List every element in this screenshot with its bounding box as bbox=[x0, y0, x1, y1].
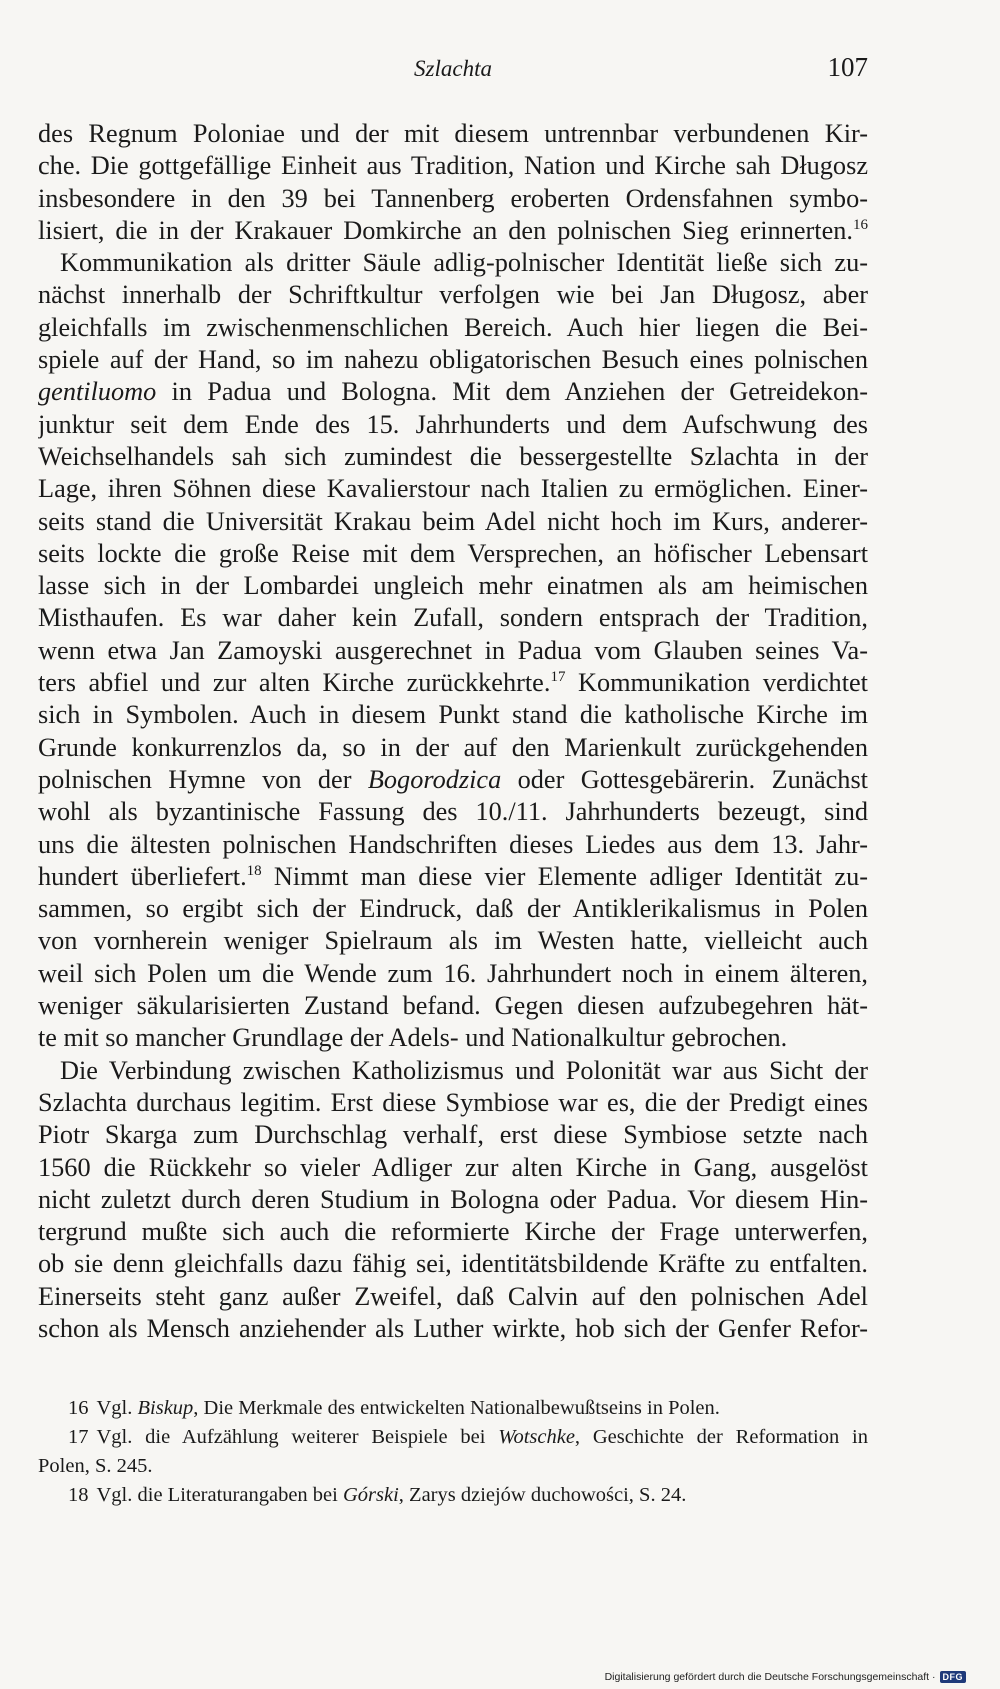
footnote-line bbox=[38, 1423, 868, 1452]
text-line bbox=[38, 1313, 868, 1345]
text-line bbox=[38, 635, 868, 667]
page-number: 107 bbox=[827, 52, 868, 82]
footnote-line bbox=[38, 1394, 868, 1423]
footnotes bbox=[38, 1394, 868, 1510]
text-line bbox=[38, 699, 868, 731]
text-line bbox=[38, 1119, 868, 1151]
text-line bbox=[38, 893, 868, 925]
text-segment: in Padua und Bologna. Mit dem Anziehen der Getreidekon- bbox=[156, 377, 868, 407]
text-segment: ters abfiel und zur alten Kirche zurückkehrte. bbox=[38, 668, 551, 698]
italic-text: gentiluomo bbox=[38, 377, 157, 407]
footnote-line bbox=[38, 1481, 868, 1510]
text-line bbox=[38, 344, 868, 376]
text-segment: Kommunikation als dritter Säule adlig-polnischer Identität ließe sich zu- bbox=[60, 248, 868, 278]
text-segment: Vgl. die Aufzählung weiterer Beispiele bei bbox=[96, 1426, 499, 1448]
text-line bbox=[38, 796, 868, 828]
text-segment: seits stand die Universität Krakau beim Adel nicht hoch im Kurs, anderer- bbox=[38, 506, 868, 536]
footnote-number: 16 bbox=[68, 1397, 89, 1419]
footnote-reference: 16 bbox=[853, 216, 868, 233]
text-line bbox=[38, 958, 868, 990]
text-line bbox=[38, 570, 868, 602]
text-line bbox=[38, 1055, 868, 1087]
text-segment: nächst innerhalb der Schriftkultur verfolgen wie bei Jan Długosz, aber bbox=[38, 280, 868, 310]
text-segment: Weichselhandels sah sich zumindest die bessergestellte Szlachta in der bbox=[38, 441, 868, 471]
text-segment: lisiert, die in der Krakauer Domkirche an den polnischen Sieg erinnerten. bbox=[38, 215, 853, 245]
text-segment: Vgl. die Literaturangaben bei bbox=[96, 1484, 343, 1506]
text-segment: Kommunikation verdichtet bbox=[565, 668, 868, 698]
text-line bbox=[38, 247, 868, 279]
text-segment: 1560 die Rückkehr so vieler Adliger zur alten Kirche in Gang, ausgelöst bbox=[38, 1152, 868, 1182]
text-line bbox=[38, 312, 868, 344]
text-line bbox=[38, 409, 868, 441]
text-line bbox=[38, 441, 868, 473]
text-segment: , Geschichte der Reformation in bbox=[574, 1426, 868, 1448]
text-segment: lasse sich in der Lombardei ungleich mehr einatmen als am heimischen bbox=[38, 571, 868, 601]
dfg-logo: DFG bbox=[940, 1671, 967, 1683]
footnote-number: 18 bbox=[68, 1484, 89, 1506]
text-line bbox=[38, 764, 868, 796]
text-segment: Piotr Skarga zum Durchschlag verhalf, erst diese Symbiose setzte nach bbox=[38, 1120, 868, 1150]
text-line bbox=[38, 183, 868, 215]
text-line bbox=[38, 1184, 868, 1216]
italic-text: Bogorodzica bbox=[367, 764, 502, 794]
text-line bbox=[38, 1281, 868, 1313]
text-segment: , Zarys dziejów duchowości, S. 24. bbox=[398, 1484, 687, 1506]
text-segment: Misthaufen. Es war daher kein Zufall, sondern entsprach der Tradition, bbox=[38, 603, 868, 633]
text-segment: Die Verbindung zwischen Katholizismus und Polonität war aus Sicht der bbox=[60, 1055, 868, 1085]
text-line bbox=[38, 1022, 868, 1054]
footnote-number: 17 bbox=[68, 1426, 89, 1448]
text-line bbox=[38, 376, 868, 408]
text-segment: weil sich Polen um die Wende zum 16. Jahrhundert noch in einem älteren, bbox=[38, 958, 868, 988]
text-line bbox=[38, 829, 868, 861]
digitization-credit bbox=[605, 1671, 966, 1683]
text-segment: oder Gottesgebärerin. Zunächst bbox=[501, 764, 868, 794]
text-segment: Grunde konkurrenzlos da, so in der auf den Marienkult zurückgehenden bbox=[38, 732, 868, 762]
text-segment: Nimmt man diese vier Elemente adliger Identität zu- bbox=[261, 861, 868, 891]
text-segment: Einerseits steht ganz außer Zweifel, daß Calvin auf den polnischen Adel bbox=[38, 1281, 868, 1311]
italic-text: Górski bbox=[342, 1484, 399, 1506]
credit-text: Digitalisierung gefördert durch die Deutsche Forschungsgemeinschaft · bbox=[604, 1671, 936, 1683]
text-line bbox=[38, 925, 868, 957]
text-segment: gleichfalls im zwischenmenschlichen Bereich. Auch hier liegen die Bei- bbox=[38, 312, 868, 342]
text-segment: Szlachta durchaus legitim. Erst diese Symbiose war es, die der Predigt eines bbox=[38, 1087, 868, 1117]
text-segment: schon als Mensch anziehender als Luther wirkte, hob sich der Genfer Refor- bbox=[38, 1313, 868, 1343]
text-segment: Vgl. bbox=[96, 1397, 138, 1419]
running-head: Szlachta bbox=[414, 56, 492, 81]
footnote-reference: 18 bbox=[246, 862, 262, 879]
text-line bbox=[38, 732, 868, 764]
text-line bbox=[38, 1216, 868, 1248]
text-segment: wenn etwa Jan Zamoyski ausgerechnet in Padua vom Glauben seines Va- bbox=[38, 635, 868, 665]
text-line bbox=[38, 150, 868, 182]
text-line bbox=[38, 473, 868, 505]
text-segment: nicht zuletzt durch deren Studium in Bologna oder Padua. Vor diesem Hin- bbox=[38, 1184, 868, 1214]
text-segment: wohl als byzantinische Fassung des 10./11. Jahrhunderts bezeugt, sind bbox=[38, 797, 868, 827]
italic-text: Biskup bbox=[137, 1397, 194, 1419]
text-segment: polnischen Hymne von der bbox=[38, 764, 368, 794]
text-segment: des Regnum Poloniae und der mit diesem untrennbar verbundenen Kir- bbox=[38, 119, 868, 148]
text-segment: sich in Symbolen. Auch in diesem Punkt stand die katholische Kirche im bbox=[38, 700, 868, 730]
text-line bbox=[38, 538, 868, 570]
text-segment: che. Die gottgefällige Einheit aus Tradition, Nation und Kirche sah Długosz bbox=[38, 151, 868, 181]
text-segment: , Die Merkmale des entwickelten Nationalbewußtseins in Polen. bbox=[193, 1397, 720, 1419]
text-line bbox=[38, 506, 868, 538]
body-text bbox=[38, 118, 868, 1345]
text-segment: sammen, so ergibt sich der Eindruck, daß der Antiklerikalismus in Polen bbox=[38, 894, 868, 924]
text-segment: spiele auf der Hand, so im nahezu obligatorischen Besuch eines polnischen bbox=[38, 345, 868, 375]
text-segment: uns die ältesten polnischen Handschriften dieses Liedes aus dem 13. Jahr- bbox=[38, 829, 868, 859]
text-line bbox=[38, 215, 868, 247]
text-segment: hundert überliefert. bbox=[38, 861, 247, 891]
text-line bbox=[38, 990, 868, 1022]
text-segment: tergrund mußte sich auch die reformierte Kirche der Frage unterwerfen, bbox=[38, 1217, 868, 1247]
text-segment: Polen, S. 245. bbox=[38, 1455, 153, 1477]
text-segment: junktur seit dem Ende des 15. Jahrhunderts und dem Aufschwung des bbox=[38, 409, 868, 439]
text-line bbox=[38, 118, 868, 150]
footnote-reference: 17 bbox=[550, 669, 566, 686]
text-segment: weniger säkularisierten Zustand befand. Gegen diesen aufzubegehren hät- bbox=[38, 991, 868, 1021]
text-segment: von vornherein weniger Spielraum als im Westen hatte, vielleicht auch bbox=[38, 926, 868, 956]
text-line bbox=[38, 1087, 868, 1119]
text-line bbox=[38, 1152, 868, 1184]
text-line bbox=[38, 861, 868, 893]
text-segment: insbesondere in den 39 bei Tannenberg eroberten Ordensfahnen symbo- bbox=[38, 183, 868, 213]
text-segment: ob sie denn gleichfalls dazu fähig sei, identitätsbildende Kräfte zu entfalten. bbox=[38, 1249, 868, 1279]
text-line bbox=[38, 667, 868, 699]
italic-text: Wotschke bbox=[498, 1426, 575, 1448]
text-segment: te mit so mancher Grundlage der Adels- und Nationalkultur gebrochen. bbox=[38, 1023, 788, 1053]
text-segment: Lage, ihren Söhnen diese Kavalierstour nach Italien zu ermöglichen. Einer- bbox=[38, 474, 868, 504]
text-line bbox=[38, 602, 868, 634]
page-header bbox=[38, 52, 868, 92]
footnote-line bbox=[38, 1452, 868, 1481]
text-line bbox=[38, 279, 868, 311]
text-line bbox=[38, 1248, 868, 1280]
text-segment: seits lockte die große Reise mit dem Versprechen, an höfischer Lebensart bbox=[38, 538, 868, 568]
